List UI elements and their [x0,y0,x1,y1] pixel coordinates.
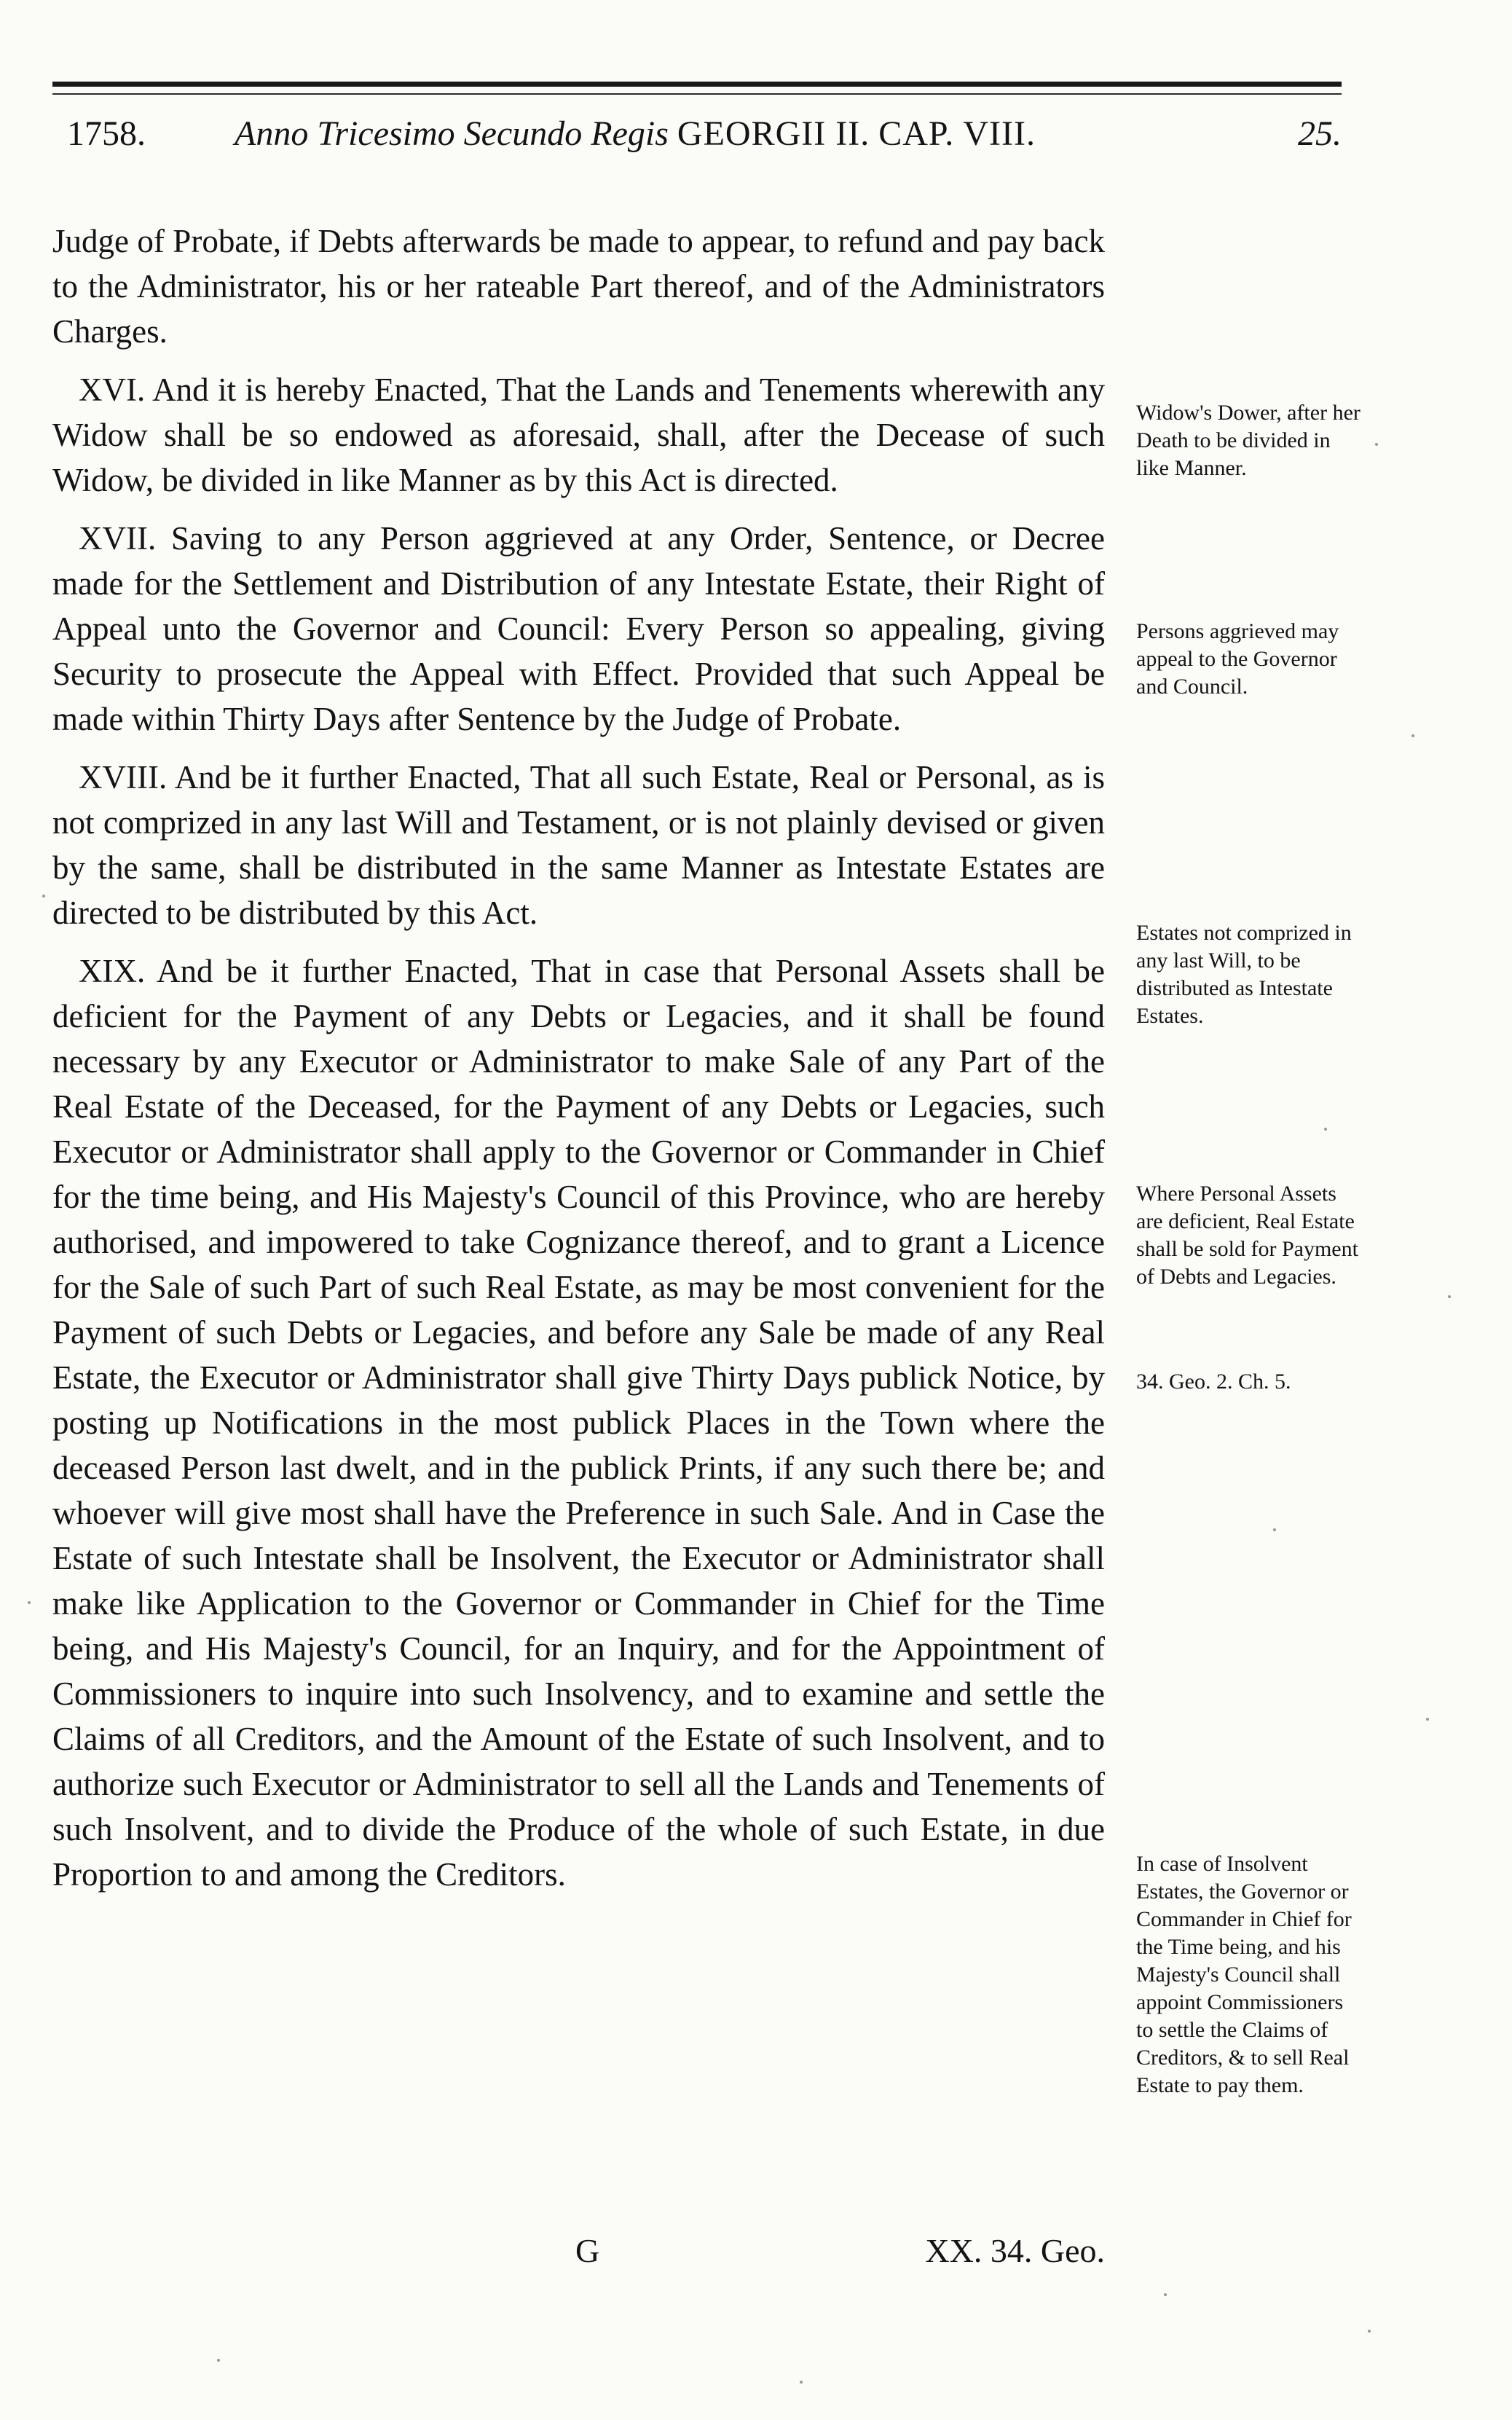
running-header [52,108,1342,160]
header-rule-thin [52,93,1342,95]
header-rule [52,82,1342,87]
section-xviii: XVIII. And be it further Enacted, That all such Estate, Real or Personal, as is not comprized in any last Will and Testament, or is not plainly devised or given by the same, shall be distributed in the same Manner as Intestate Estates are directed to be distributed by this Act. [52,759,1105,931]
header-chapter: CAP. VIII. [878,114,1036,153]
header-year: 1758. [67,114,146,153]
margin-note-insolvent: In case of Insolvent Estates, the Governor or Commander in Chief for the Time being, and his Majesty's Council shall appoint Commissioners to settle the Claims of Creditors, & to sell Real Estate to pay them. [1136,1852,1352,2097]
signature-mark: G [575,2232,600,2269]
section-xvi: XVI. And it is hereby Enacted, That the Lands and Tenements wherewith any Widow shall be so endowed as aforesaid, shall, after the Decease of such Widow, be divided in like Manner as by this Act is directed. [52,372,1105,498]
paragraph-continuation: Judge of Probate, if Debts afterwards be made to appear, to refund and pay back to the Administrator, his or her rateable Part thereof, and of the Administrators Charges. [52,223,1105,350]
margin-note-widow: Widow's Dower, after her Death to be divided in like Manner. [1136,401,1361,480]
page-number: 25. [1298,114,1342,153]
section-xix: XIX. And be it further Enacted, That in case that Personal Assets shall be deficient for the Payment of any Debts or Legacies, and it shall be found necessary by any Executor or Administrator to make Sale of any Part of the Real Estate of the Deceased, for the Payment of any Debts or Legacies, such Executor or Administrator shall apply to the Governor or Commander in Chief for the time being, and His Majesty's Council of this Province, who are hereby authorised, and impowered to take Cognizance thereof, and to grant a Licence for the Sale of such Part of such Real Estate, as may be most convenient for the Payment of such Debts or Legacies, and before any Sale be made of any Real Estate, the Executor or Administrator shall give Thirty Days publick Notice, by posting up Notifications in the most publick Places in the Town where the deceased Person last dwelt, and in the publick Prints, if any such there be; and whoever will give most shall have the Preference in such Sale. And in Case the Estate of such Intestate shall be Insolvent, the Executor or Administrator shall make like Application to the Governor or Commander in Chief for the Time being, and His Majesty's Council, for an Inquiry, and for the Appointment of Commissioners to inquire into such Insolvency, and to examine and settle the Claims of all Creditors, and the Amount of the Estate of such Insolvent, and to authorize such Executor or Administrator to sell all the Lands and Tenements of such Insolvent, and to divide the Produce of the whole of such Estate, in due Proportion to and among the Creditors. [52,953,1105,1893]
margin-note-appeal: Persons aggrieved may appeal to the Governor and Council. [1136,619,1339,699]
header-title [235,108,1036,160]
margin-note-statute-ref: 34. Geo. 2. Ch. 5. [1136,1370,1291,1394]
header-king: GEORGII II. [677,114,870,153]
body-text [52,219,1105,1910]
margin-note-personal-assets: Where Personal Assets are deficient, Real Estate shall be sold for Payment of Debts and Legacies. [1136,1182,1358,1289]
header-title-prefix: Anno Tricesimo Secundo Regis [235,114,669,153]
section-xvii: XVII. Saving to any Person aggrieved at any Order, Sentence, or Decree made for the Settlement and Distribution of any Intestate Estate, their Right of Appeal unto the Governor and Council: Every Person so appealing, giving Security to prosecute the Appeal with Effect. Provided that such Appeal be made within Thirty Days after Sentence by the Judge of Probate. [52,520,1105,737]
catchword: XX. 34. Geo. [925,2232,1105,2269]
page-footer [52,2225,1105,2276]
margin-note-estates: Estates not comprized in any last Will, to be distributed as Intestate Estates. [1136,921,1352,1028]
